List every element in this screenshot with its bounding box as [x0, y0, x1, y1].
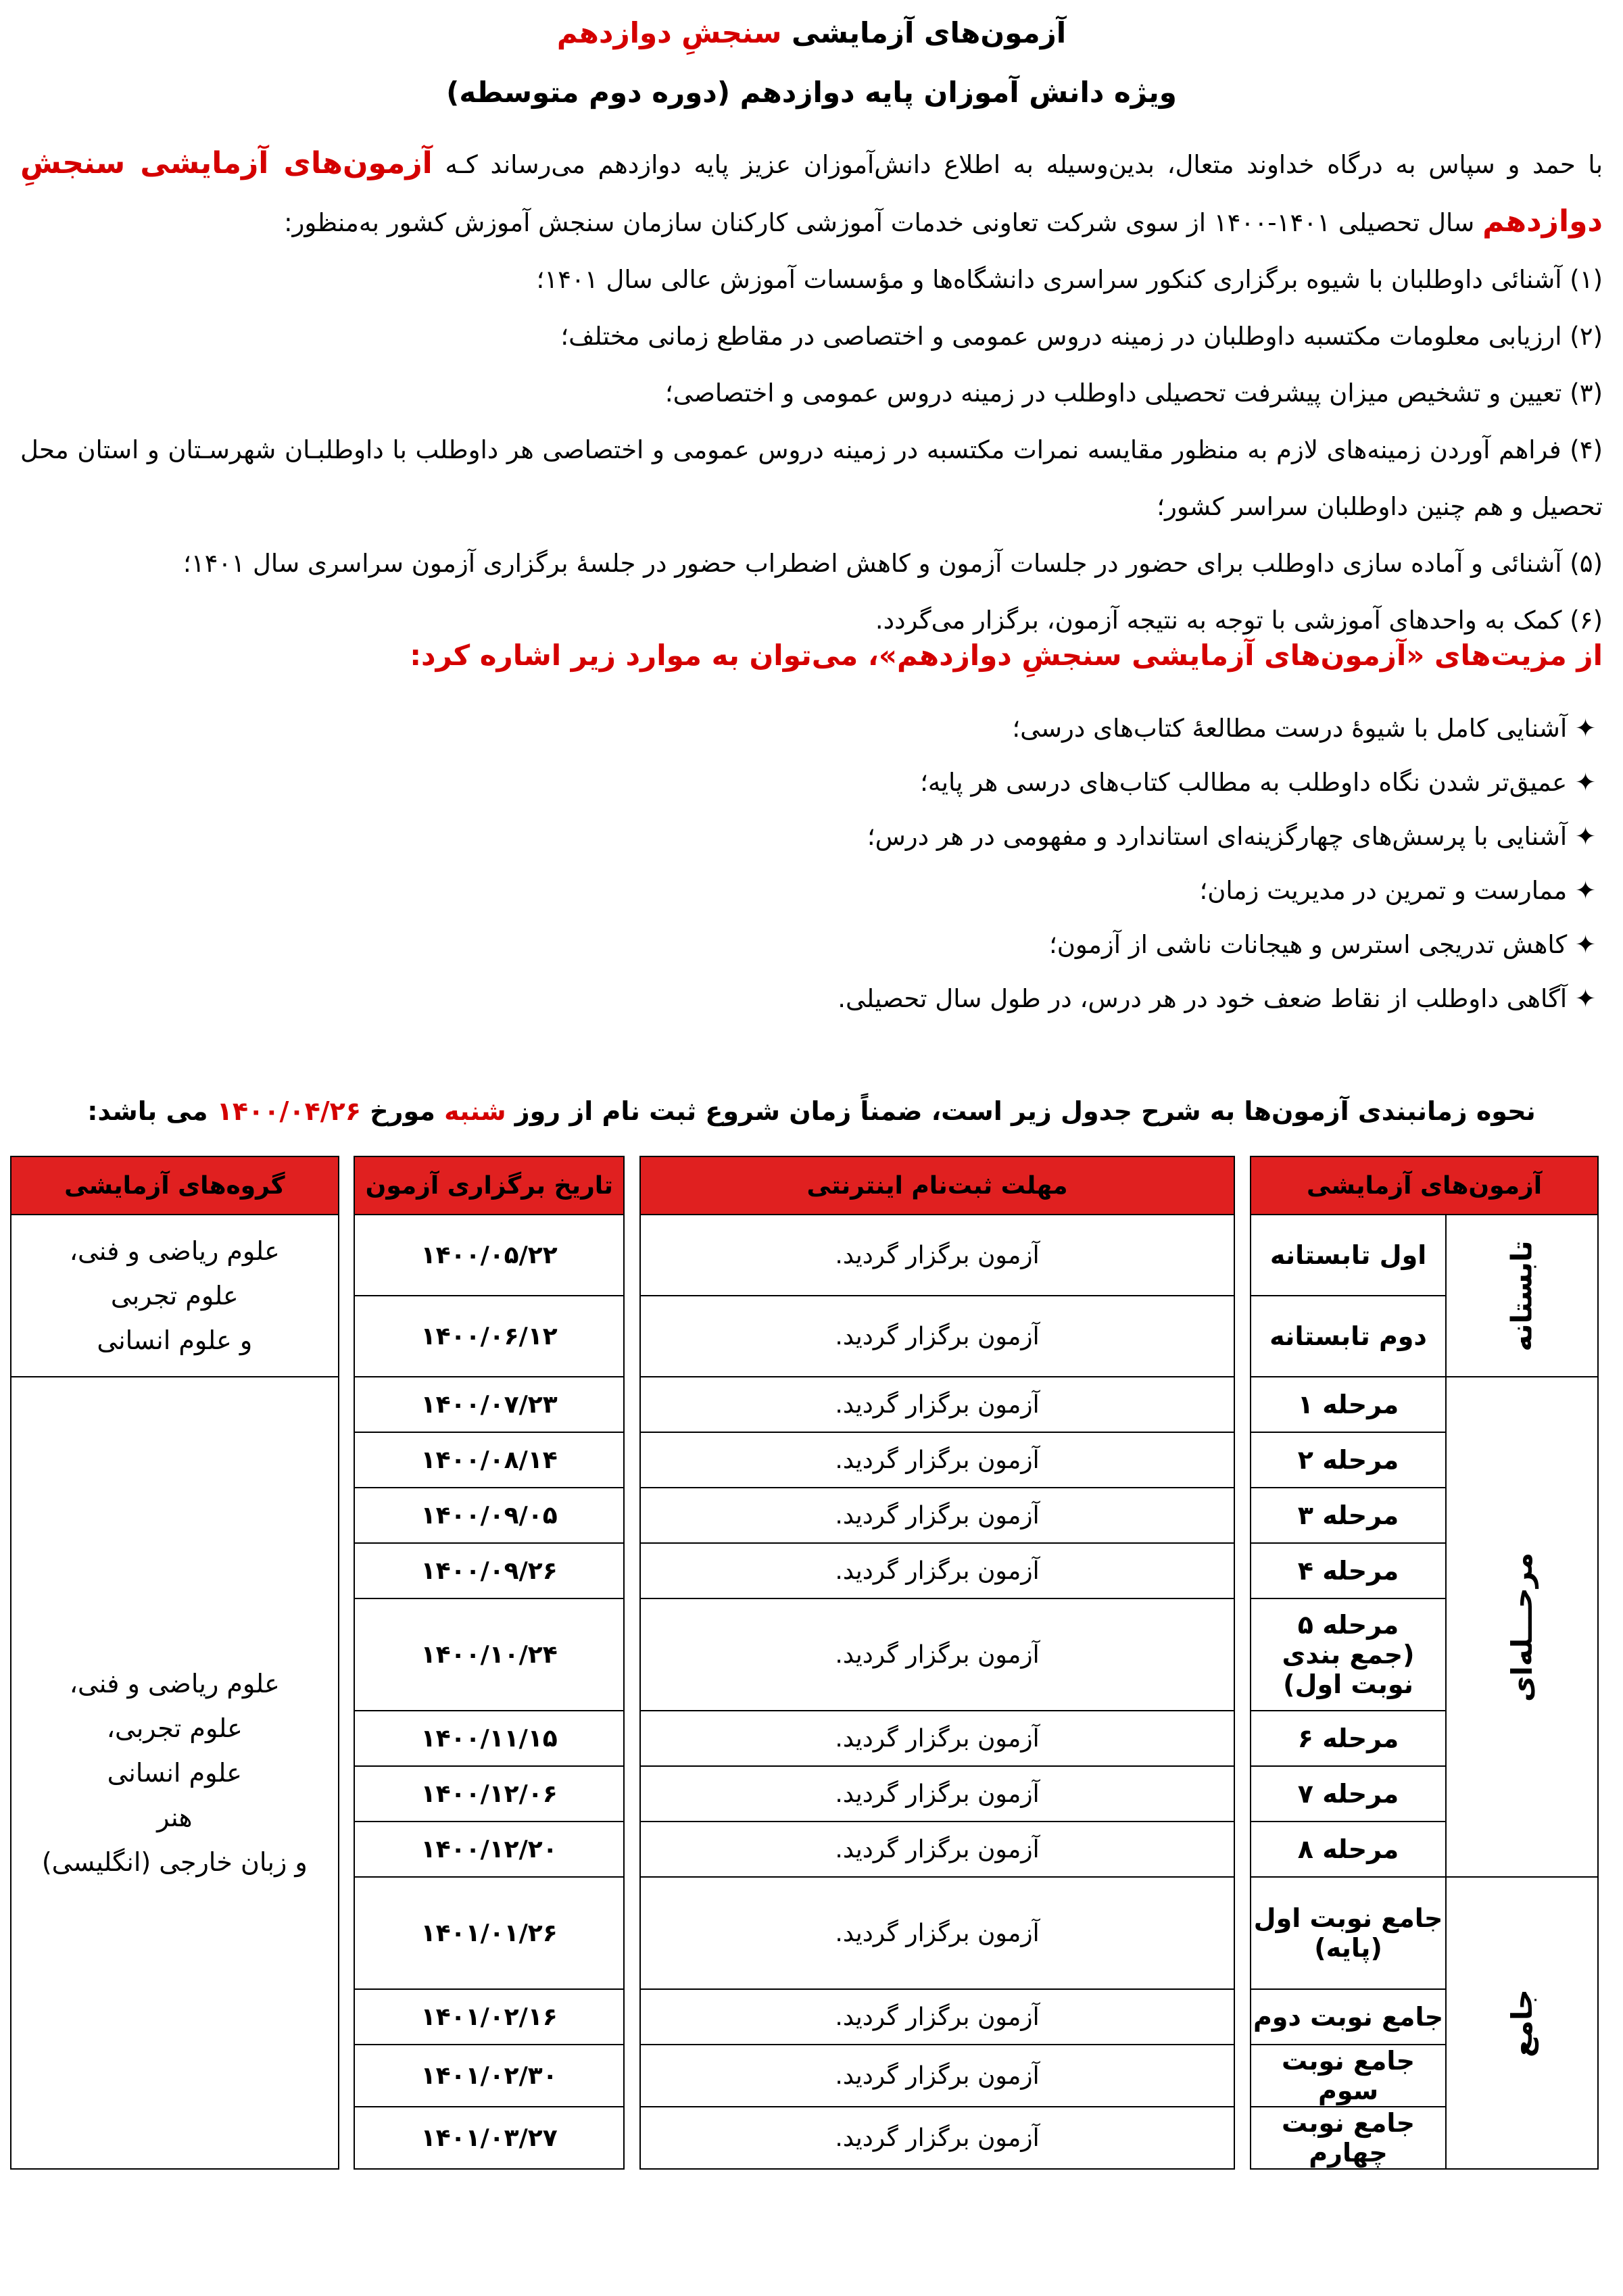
- page-subtitle: ویژه دانش آموزان پایه دوازدهم (دوره دوم متوسطه): [446, 76, 1177, 109]
- table-row: [11, 1215, 1598, 1296]
- exam-date: ۱۴۰۰/۰۹/۲۶: [354, 1543, 624, 1598]
- exam-name: مرحله ۸: [1251, 1822, 1446, 1877]
- exam-date: ۱۴۰۰/۱۲/۰۶: [354, 1766, 624, 1822]
- registration-status: آزمون برگزار گردید.: [640, 1766, 1234, 1822]
- registration-status: آزمون برگزار گردید.: [640, 1488, 1234, 1543]
- exam-date: ۱۴۰۰/۱۲/۲۰: [354, 1822, 624, 1877]
- intro-item: (۲) ارزیابی معلومات مکتسبه داوطلبان در زمینه دروس عمومی و اختصاصی در مقاطع زمانی مختلف؛: [560, 322, 1603, 351]
- advantage-item: ✦ ممارست و تمرین در مدیریت زمان؛: [1199, 876, 1596, 905]
- intro-paragraph: با حمد و سپاس به درگاه خداوند متعال، بدین‌وسیله به اطلاع دانش‌آموزان عزیز پایه دوازدهم می‌رساند کـه آزمون‌های آزمایشی سنجشِ دوازدهم سال تحصیلی ۱۴۰۱-۱۴۰۰ از سوی شرکت تعاونی خدمات آموزشی کارکنان سازمان سنجش آموزش کشور به‌منظور:: [20, 146, 1603, 239]
- star-bullet-icon: ✦: [1574, 768, 1596, 797]
- exam-date: ۱۴۰۰/۰۸/۱۴: [354, 1432, 624, 1488]
- exam-name: مرحله ۵ (جمع بندی نوبت اول): [1251, 1598, 1446, 1711]
- advantage-item: ✦ کاهش تدریجی استرس و هیجانات ناشی از آزمون؛: [1049, 930, 1596, 959]
- registration-status: آزمون برگزار گردید.: [640, 2107, 1234, 2169]
- registration-status: آزمون برگزار گردید.: [640, 1543, 1234, 1598]
- section-label-stages: مرحـــله‌ای: [1446, 1377, 1598, 1877]
- exam-name: مرحله ۷: [1251, 1766, 1446, 1822]
- intro-item: (۶) کمک به واحدهای آموزشی با توجه به نتیجه آزمون، برگزار می‌گردد.: [875, 606, 1603, 635]
- advantage-item: ✦ آگاهی داوطلب از نقاط ضعف خود در هر درس، در طول سال تحصیلی.: [838, 984, 1596, 1013]
- intro-item: (۱) آشنائی داوطلبان با شیوه برگزاری کنکور سراسری دانشگاه‌ها و مؤسسات آموزش عالی سال ۱۴۰۱؛: [536, 265, 1603, 294]
- star-bullet-icon: ✦: [1574, 822, 1596, 851]
- registration-status: آزمون برگزار گردید.: [640, 1598, 1234, 1711]
- registration-status: آزمون برگزار گردید.: [640, 1989, 1234, 2045]
- exam-name: مرحله ۶: [1251, 1711, 1446, 1766]
- exam-name: مرحله ۳: [1251, 1488, 1446, 1543]
- registration-status: آزمون برگزار گردید.: [640, 1877, 1234, 1989]
- exam-date: ۱۴۰۰/۰۹/۰۵: [354, 1488, 624, 1543]
- advantage-item: ✦ آشنایی با پرسش‌های چهارگزینه‌ای استاندارد و مفهومی در هر درس؛: [867, 822, 1596, 851]
- advantages-heading: از مزیت‌های «آزمون‌های آزمایشی سنجشِ دوازدهم»، می‌توان به موارد زیر اشاره کرد:: [410, 639, 1603, 672]
- schedule-heading: نحوه زمانبندی آزمون‌ها به شرح جدول زیر است، ضمناً زمان شروع ثبت نام از روز شنبه مورخ ۱۴۰۰/۰۴/۲۶ می باشد:: [87, 1096, 1536, 1126]
- page-title: آزمون‌های آزمایشی سنجشِ دوازدهم: [556, 16, 1067, 49]
- registration-status: آزمون برگزار گردید.: [640, 1215, 1234, 1296]
- table-header-row: [11, 1156, 1598, 1215]
- column-header-exams: آزمون‌های آزمایشی: [1251, 1156, 1598, 1215]
- groups-summer: علوم ریاضی و فنی، علوم تجربی و علوم انسانی: [11, 1215, 339, 1377]
- exam-date: ۱۴۰۱/۰۲/۱۶: [354, 1989, 624, 2045]
- exam-date: ۱۴۰۱/۰۱/۲۶: [354, 1877, 624, 1989]
- intro-item: (۵) آشنائی و آماده سازی داوطلب برای حضور در جلسات آزمون و کاهش اضطراب حضور در جلسهٔ برگزاری آزمون سراسری سال ۱۴۰۱؛: [183, 549, 1603, 578]
- exam-name: جامع نوبت اول (پایه): [1251, 1877, 1446, 1989]
- exam-name: دوم تابستانه: [1251, 1296, 1446, 1377]
- exam-name: جامع نوبت دوم: [1251, 1989, 1446, 2045]
- section-label-summer: تابستانه: [1446, 1215, 1598, 1377]
- exam-date: ۱۴۰۰/۰۵/۲۲: [354, 1215, 624, 1296]
- intro-item: (۴) فراهم آوردن زمینه‌های لازم به منظور مقایسه نمرات مکتسبه در زمینه دروس عمومی و اختصاصی هر داوطلب با داوطلبـان شهرسـتان و استان محل تحصیل و هم چنین داوطلبان سراسر کشور؛: [20, 435, 1603, 521]
- column-header-date: تاریخ برگزاری آزمون: [354, 1156, 624, 1215]
- star-bullet-icon: ✦: [1574, 714, 1596, 743]
- exam-name: مرحله ۴: [1251, 1543, 1446, 1598]
- intro-item: (۳) تعیین و تشخیص میزان پیشرفت تحصیلی داوطلب در زمینه دروس عمومی و اختصاصی؛: [664, 378, 1603, 408]
- column-header-groups: گروه‌های آزمایشی: [11, 1156, 339, 1215]
- exam-name: مرحله ۱: [1251, 1377, 1446, 1432]
- registration-status: آزمون برگزار گردید.: [640, 1432, 1234, 1488]
- registration-status: آزمون برگزار گردید.: [640, 1377, 1234, 1432]
- star-bullet-icon: ✦: [1574, 930, 1596, 959]
- exam-name: جامع نوبت سوم: [1251, 2045, 1446, 2107]
- registration-status: آزمون برگزار گردید.: [640, 2045, 1234, 2107]
- exam-date: ۱۴۰۰/۱۰/۲۴: [354, 1598, 624, 1711]
- exam-date: ۱۴۰۰/۰۷/۲۳: [354, 1377, 624, 1432]
- advantage-item: ✦ آشنایی کامل با شیوهٔ درست مطالعهٔ کتاب‌های درسی؛: [1012, 714, 1596, 743]
- star-bullet-icon: ✦: [1574, 984, 1596, 1013]
- advantage-item: ✦ عمیق‌تر شدن نگاه داوطلب به مطالب کتاب‌های درسی هر پایه؛: [920, 768, 1596, 797]
- groups-main: علوم ریاضی و فنی، علوم تجربی، علوم انسانی هنر و زبان خارجی (انگلیسی): [11, 1377, 339, 2169]
- exam-name: جامع نوبت چهارم: [1251, 2107, 1446, 2169]
- column-header-registration: مهلت ثبت‌نام اینترنتی: [640, 1156, 1234, 1215]
- registration-status: آزمون برگزار گردید.: [640, 1822, 1234, 1877]
- intro-section: [20, 135, 1603, 649]
- exam-date: ۱۴۰۱/۰۳/۲۷: [354, 2107, 624, 2169]
- exam-date: ۱۴۰۰/۰۶/۱۲: [354, 1296, 624, 1377]
- star-bullet-icon: ✦: [1574, 876, 1596, 905]
- registration-status: آزمون برگزار گردید.: [640, 1296, 1234, 1377]
- advantages-list: [20, 702, 1596, 1026]
- exam-name: اول تابستانه: [1251, 1215, 1446, 1296]
- exam-name: مرحله ۲: [1251, 1432, 1446, 1488]
- section-label-comprehensive: جامع: [1446, 1877, 1598, 2169]
- exam-date: ۱۴۰۱/۰۲/۳۰: [354, 2045, 624, 2107]
- schedule-table: [10, 1156, 1599, 2170]
- table-row: [11, 1377, 1598, 1432]
- exam-date: ۱۴۰۰/۱۱/۱۵: [354, 1711, 624, 1766]
- registration-status: آزمون برگزار گردید.: [640, 1711, 1234, 1766]
